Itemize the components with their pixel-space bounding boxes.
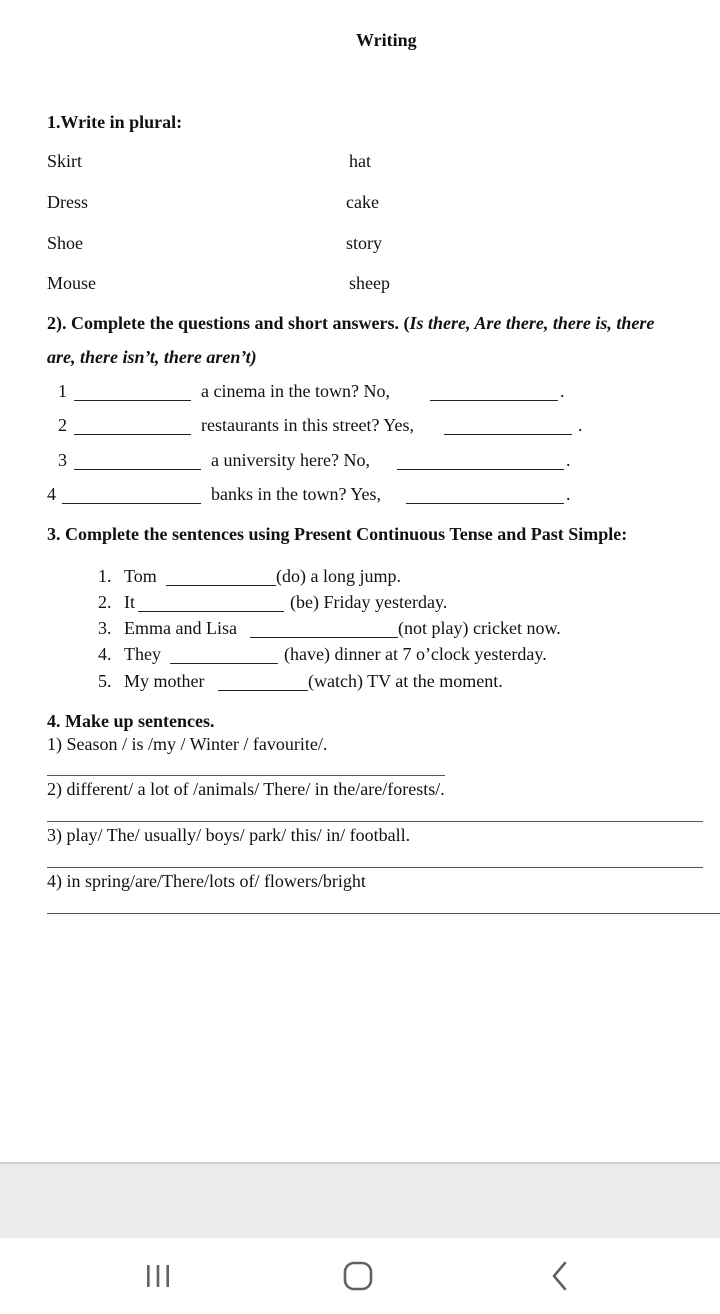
sentence-number: 1. — [98, 566, 112, 586]
plural-word-right: hat — [349, 151, 371, 171]
back-button[interactable] — [510, 1238, 610, 1314]
verb-blank[interactable] — [166, 585, 276, 586]
home-button[interactable] — [308, 1238, 408, 1314]
section3-heading: 3. Complete the sentences using Present Continuous Tense and Past Simple: — [47, 524, 628, 544]
section2-heading-cont: are, there isn’t, there aren’t) — [47, 347, 257, 367]
plural-word-right: sheep — [349, 273, 390, 293]
answer-blank[interactable] — [74, 434, 191, 435]
scrambled-sentence: 2) different/ a lot of /animals/ There/ in the/are/forests/. — [47, 779, 445, 799]
sentence-rest: (not play) cricket now. — [398, 618, 561, 638]
sentence-answer-line[interactable] — [47, 913, 720, 914]
plural-word-right: cake — [346, 192, 379, 212]
sentence-subject: My mother — [124, 671, 205, 691]
plural-word-left: Shoe — [47, 233, 83, 253]
answer-blank[interactable] — [444, 434, 572, 435]
page-title: Writing — [356, 30, 417, 50]
answer-blank[interactable] — [430, 400, 558, 401]
scrambled-sentence: 4) in spring/are/There/lots of/ flowers/bright — [47, 871, 366, 891]
question-end: . — [566, 484, 571, 504]
sentence-answer-line[interactable] — [47, 867, 703, 868]
bottom-panel — [0, 1162, 720, 1238]
question-number: 1 — [58, 381, 67, 401]
verb-blank[interactable] — [138, 611, 284, 612]
answer-blank[interactable] — [397, 469, 564, 470]
question-number: 2 — [58, 415, 67, 435]
plural-word-left: Mouse — [47, 273, 96, 293]
section1-heading: 1.Write in plural: — [47, 112, 183, 132]
question-end: . — [560, 381, 565, 401]
sentence-subject: Tom — [124, 566, 157, 586]
answer-blank[interactable] — [406, 503, 564, 504]
sentence-number: 5. — [98, 671, 112, 691]
section2-heading-italic: Is there, Are there, there is, there — [409, 313, 655, 333]
recent-apps-icon — [143, 1262, 173, 1290]
sentence-answer-line[interactable] — [47, 775, 445, 776]
answer-blank[interactable] — [62, 503, 201, 504]
verb-blank[interactable] — [170, 663, 278, 664]
question-text: restaurants in this street? Yes, — [201, 415, 414, 435]
sentence-rest: (be) Friday yesterday. — [290, 592, 448, 612]
question-text: a cinema in the town? No, — [201, 381, 390, 401]
verb-blank[interactable] — [218, 690, 308, 691]
sentence-answer-line[interactable] — [47, 821, 703, 822]
question-end: . — [566, 450, 571, 470]
back-icon — [548, 1260, 572, 1292]
scrambled-sentence: 3) play/ The/ usually/ boys/ park/ this/ in/ football. — [47, 825, 411, 845]
scrambled-sentence: 1) Season / is /my / Winter / favourite/. — [47, 734, 328, 754]
sentence-subject: It — [124, 592, 135, 612]
sentence-number: 3. — [98, 618, 112, 638]
question-text: banks in the town? Yes, — [211, 484, 381, 504]
sentence-number: 2. — [98, 592, 112, 612]
plural-word-left: Skirt — [47, 151, 83, 171]
sentence-rest: (have) dinner at 7 o’clock yesterday. — [284, 644, 547, 664]
question-number: 4 — [47, 484, 56, 504]
answer-blank[interactable] — [74, 469, 201, 470]
sentence-subject: Emma and Lisa — [124, 618, 237, 638]
section2-heading-bold: 2). Complete the questions and short answers. ( — [47, 313, 410, 333]
verb-blank[interactable] — [250, 637, 398, 638]
answer-blank[interactable] — [74, 400, 191, 401]
plural-word-left: Dress — [47, 192, 88, 212]
question-end: . — [578, 415, 583, 435]
navigation-bar — [0, 1238, 720, 1314]
sentence-subject: They — [124, 644, 161, 664]
question-text: a university here? No, — [211, 450, 370, 470]
sentence-rest: (watch) TV at the moment. — [308, 671, 503, 691]
section2-heading — [47, 313, 654, 334]
plural-word-right: story — [346, 233, 382, 253]
recent-apps-button[interactable] — [108, 1238, 208, 1314]
home-icon — [341, 1260, 375, 1292]
sentence-rest: (do) a long jump. — [276, 566, 401, 586]
section4-heading: 4. Make up sentences. — [47, 711, 215, 731]
question-number: 3 — [58, 450, 67, 470]
sentence-number: 4. — [98, 644, 112, 664]
